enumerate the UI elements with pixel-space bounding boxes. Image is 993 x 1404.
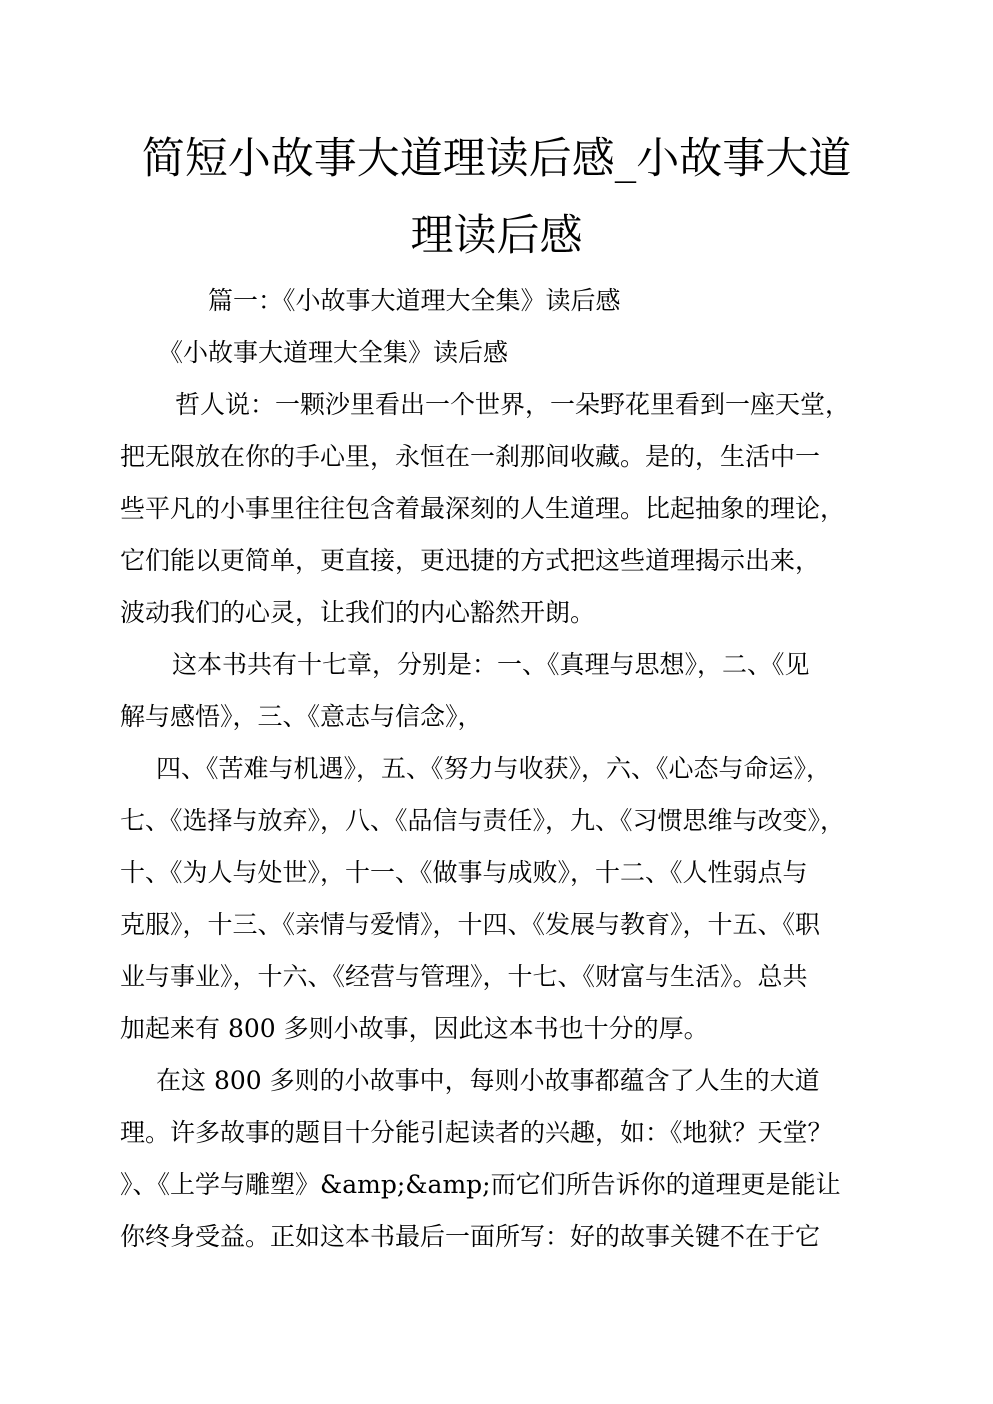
paragraph-line: 在这 800 多则的小故事中，每则小故事都蕴含了人生的大道: [156, 1066, 820, 1095]
paragraph-line: 克服》，十三、《亲情与爱情》，十四、《发展与教育》，十五、《职: [120, 910, 821, 939]
paragraph-line: 理。许多故事的题目十分能引起读者的兴趣，如：《地狱？天堂？: [120, 1118, 833, 1147]
paragraph-line: 把无限放在你的手心里，永恒在一刹那间收藏。是的，生活中一: [120, 442, 821, 471]
paragraph-line: 四、《苦难与机遇》，五、《努力与收获》，六、《心态与命运》，: [156, 754, 832, 783]
paragraph-line: 些平凡的小事里往往包含着最深刻的人生道理。比起抽象的理论，: [120, 494, 846, 523]
paragraph-line: 你终身受益。正如这本书最后一面所写：好的故事关键不在于它: [120, 1222, 821, 1251]
paragraph-line: 这本书共有十七章，分别是：一、《真理与思想》，二、《见: [172, 650, 810, 679]
section-heading: 篇一：《小故事大道理大全集》读后感: [208, 286, 621, 315]
paragraph-line: 七、《选择与放弃》，八、《品信与责任》，九、《习惯思维与改变》，: [120, 806, 846, 835]
paragraph-line: 波动我们的心灵，让我们的内心豁然开朗。: [120, 598, 596, 627]
paragraph-line: 加起来有 800 多则小故事，因此这本书也十分的厚。: [120, 1014, 709, 1043]
paragraph-line: 哲人说：一颗沙里看出一个世界，一朵野花里看到一座天堂，: [175, 390, 851, 419]
document-title-line-2: 理读后感: [410, 211, 583, 261]
paragraph-line: 它们能以更简单，更直接，更迅捷的方式把这些道理揭示出来，: [120, 546, 821, 575]
paragraph-line: 十、《为人与处世》，十一、《做事与成败》，十二、《人性弱点与: [120, 858, 808, 887]
paragraph-line: 业与事业》，十六、《经营与管理》，十七、《财富与生活》。总共: [120, 962, 808, 991]
paragraph-line: 解与感悟》，三、《意志与信念》，: [120, 702, 483, 731]
book-title-line: 《小故事大道理大全集》读后感: [158, 338, 509, 367]
paragraph-line: 》、《上学与雕塑》&amp;&amp;而它们所告诉你的道理更是能让: [120, 1170, 841, 1199]
document-title-line-1: 简短小故事大道理读后感_小故事大道: [141, 134, 852, 184]
